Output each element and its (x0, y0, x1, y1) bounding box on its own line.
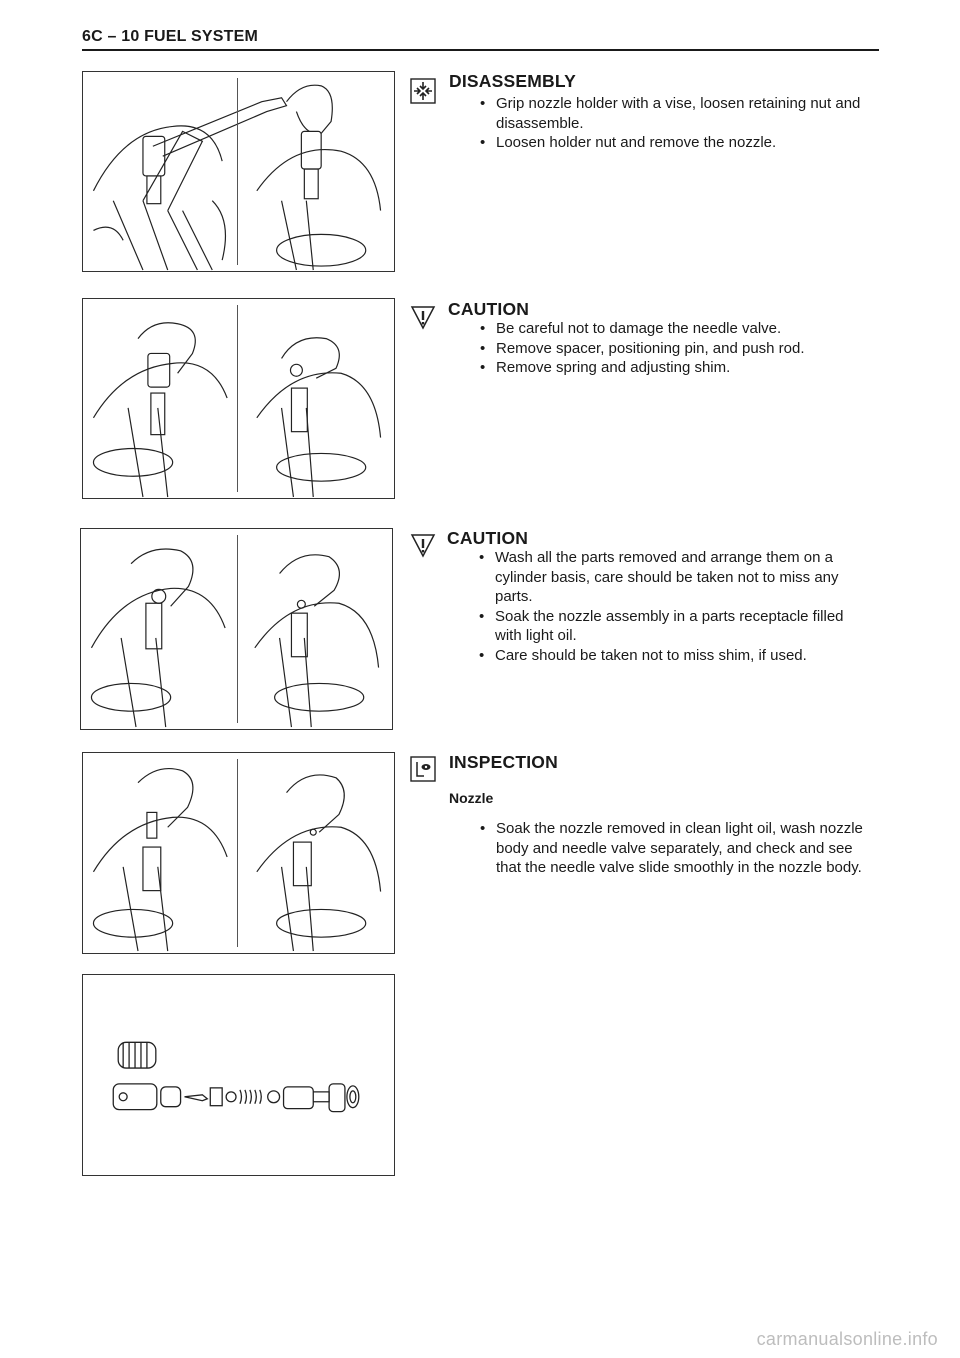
figure-divider (237, 535, 238, 723)
caution-icon (410, 304, 436, 330)
figure-caution-2 (80, 528, 393, 730)
inspection-bullets (480, 819, 875, 878)
inspection-title: INSPECTION (449, 752, 558, 772)
disassembly-title: DISASSEMBLY (449, 71, 576, 91)
list-item: • Grip nozzle holder with a vise, loosen retaining nut and disassemble. (480, 94, 875, 133)
list-item: • Care should be taken not to miss shim, if used. (479, 646, 874, 666)
header-rule (82, 49, 879, 51)
list-item: • Remove spring and adjusting shim. (480, 358, 875, 378)
list-item: • Soak the nozzle removed in clean light oil, wash nozzle body and needle valve separately, and check and see that the needle valve slide smoothly in the nozzle body. (480, 819, 875, 878)
caution-1-bullets (480, 319, 875, 378)
inspection-icon (410, 756, 436, 782)
nozzle-subheading: Nozzle (449, 790, 494, 806)
exploded-nozzle-parts-illustration (83, 975, 394, 1175)
list-item: • Remove spacer, positioning pin, and push rod. (480, 339, 875, 359)
figure-caution-1 (82, 298, 395, 499)
caution-icon (410, 532, 436, 558)
nozzle-vise-illustration-1 (83, 72, 394, 271)
list-item: • Loosen holder nut and remove the nozzle. (480, 133, 875, 153)
list-item: • Soak the nozzle assembly in a parts receptacle filled with light oil. (479, 607, 874, 646)
caution-2-bullets (479, 548, 874, 665)
disassembly-bullets (480, 94, 875, 153)
page-header: 6C – 10 FUEL SYSTEM (82, 28, 259, 45)
nozzle-vise-illustration-2 (83, 299, 394, 498)
caution-title-1: CAUTION (448, 299, 530, 319)
figure-divider (237, 78, 238, 265)
figure-inspection (82, 752, 395, 954)
figure-disassembly (82, 71, 395, 272)
site-watermark[interactable]: carmanualsonline.info (756, 1329, 938, 1349)
nozzle-vise-illustration-4 (83, 753, 394, 953)
caution-title-2: CAUTION (447, 528, 529, 548)
figure-divider (237, 305, 238, 492)
list-item: • Be careful not to damage the needle valve. (480, 319, 875, 339)
list-item: • Wash all the parts removed and arrange them on a cylinder basis, care should be taken not to miss any parts. (479, 548, 874, 607)
figure-divider (237, 759, 238, 947)
figure-exploded-parts (82, 974, 395, 1176)
disassembly-icon (410, 78, 436, 104)
